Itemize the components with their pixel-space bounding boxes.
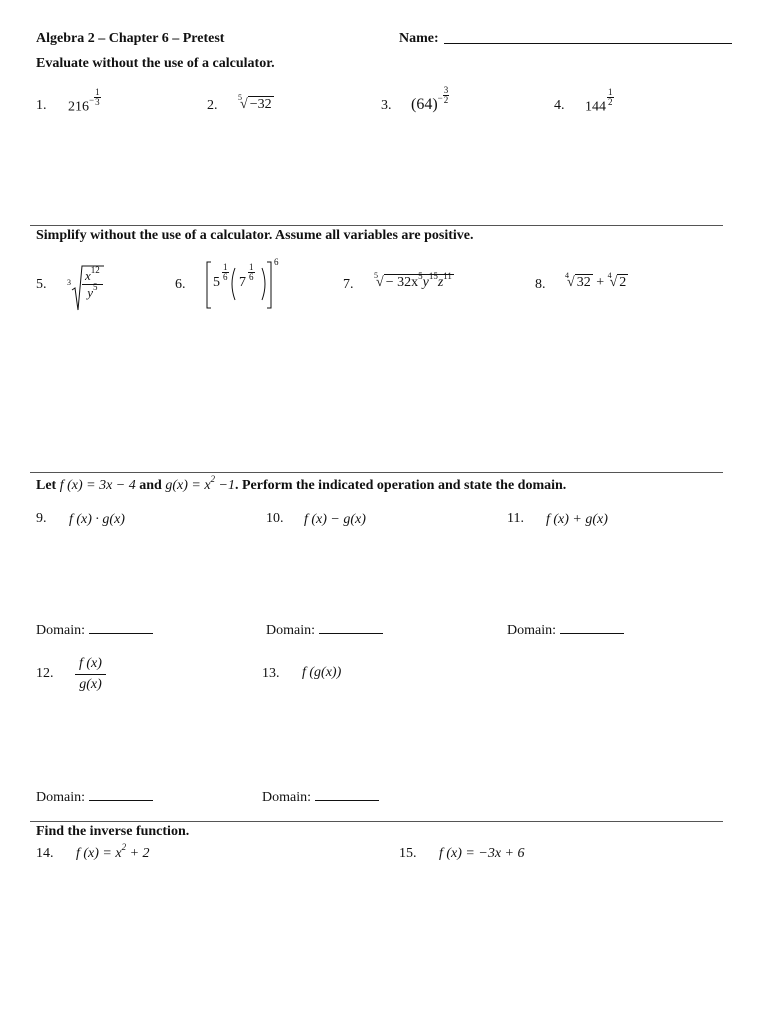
name-label: Name: <box>399 31 439 46</box>
problem-13-expr: f (g(x)) <box>302 665 342 680</box>
section1-instruction: Evaluate without the use of a calculator. <box>36 56 275 71</box>
problem-3-number: 3. <box>381 98 392 113</box>
problem-8-number: 8. <box>535 277 546 292</box>
problem-9-number: 9. <box>36 511 47 526</box>
problem-3-base: (64) <box>411 96 438 114</box>
problem-6-base-5: 5 <box>213 275 220 290</box>
problem-2-number: 2. <box>207 98 218 113</box>
problem-7-expr: $^5√ - 32x^5y^{15}z^{11}$ <box>374 271 452 290</box>
problem-8-expr: $^4$√ 32 + $^4$√ 2 <box>565 271 627 290</box>
problem-1-exponent: $\frac{1}{3}$ <box>95 87 100 107</box>
problem-9-expr: f (x) · g(x) <box>69 512 125 527</box>
problem-14-expr: f $(x) = x^2 + 2$ <box>76 842 150 861</box>
problem-4-exponent: $\frac{1}{2}$ <box>608 87 613 107</box>
problem-4-base: 144 <box>585 99 606 115</box>
problem-5-fraction: $x^{12}$ $y^5$ <box>82 268 103 301</box>
problem-6-number: 6. <box>175 277 186 292</box>
problem-14-number: 14. <box>36 846 54 861</box>
g-definition: $g(x) = x^2 -1$ <box>165 474 235 493</box>
domain-13-blank[interactable] <box>315 788 379 801</box>
problem-2-expr: $^5$√ −32 <box>238 93 272 112</box>
problem-6-outer-exp: 6 <box>274 257 279 267</box>
problem-7-radicand: − $32x^5y^{15}z^{11}$ <box>385 271 452 290</box>
problem-7-index: 5 <box>374 271 378 280</box>
problem-7-number: 7. <box>343 277 354 292</box>
problem-4-number: 4. <box>554 98 565 113</box>
problem-3-exp-sign: − <box>437 93 443 104</box>
domain-9-blank[interactable] <box>89 621 153 634</box>
problem-10-expr: f (x) − g(x) <box>304 512 366 527</box>
domain-12-blank[interactable] <box>89 788 153 801</box>
problem-1-base: 216 <box>68 99 89 115</box>
problem-15-number: 15. <box>399 846 417 861</box>
page-title: Algebra 2 – Chapter 6 – Pretest <box>36 31 225 46</box>
problem-2-index: 5 <box>238 93 242 102</box>
f-definition: f (x) = 3x − 4 <box>59 478 136 493</box>
problem-10-number: 10. <box>266 511 284 526</box>
domain-12: Domain: <box>36 788 153 806</box>
problem-2-radicand: −32 <box>249 97 272 112</box>
problem-6-exp-1: $\frac{1}{6}$ <box>223 262 228 282</box>
name-blank-line[interactable] <box>444 43 732 44</box>
domain-11: Domain: <box>507 621 624 639</box>
problem-4-expr <box>585 87 614 117</box>
problem-8-radicand-2: 2 <box>619 275 627 290</box>
problem-6-expr <box>205 257 285 310</box>
divider-1 <box>30 225 723 226</box>
problem-1-exp-sign: − <box>89 94 95 105</box>
problem-12-number: 12. <box>36 666 54 681</box>
section4-instruction: Find the inverse function. <box>36 824 190 839</box>
section3-instruction: Let f (x) = 3x − 4 and $g(x) = x^2 -1$. Perform the indicated operation and state the domain. <box>36 474 567 493</box>
problem-3-exponent: $\frac{3}{2}$ <box>443 85 449 105</box>
domain-9: Domain: <box>36 621 153 639</box>
problem-5-index: 3 <box>67 278 71 287</box>
problem-5-number: 5. <box>36 277 47 292</box>
problem-11-number: 11. <box>507 511 524 526</box>
section2-instruction: Simplify without the use of a calculator. Assume all variables are positive. <box>36 228 474 243</box>
divider-2 <box>30 472 723 473</box>
problem-15-expr: f (x) = −3x + 6 <box>439 846 525 861</box>
domain-11-blank[interactable] <box>560 621 624 634</box>
divider-3 <box>30 821 723 822</box>
problem-1-number: 1. <box>36 98 47 113</box>
domain-13: Domain: <box>262 788 379 806</box>
problem-13-number: 13. <box>262 666 280 681</box>
problem-12-fraction: $\frac{f (x)}{g(x)}$ <box>75 656 106 693</box>
problem-6-exp-2: $\frac{1}{6}$ <box>249 262 254 282</box>
problem-11-expr: f (x) + g(x) <box>546 512 608 527</box>
problem-3-expr <box>411 85 449 115</box>
problem-8-radicand-1: 32 <box>576 275 591 290</box>
problem-8-plus: + <box>596 275 605 290</box>
problem-6-base-7: 7 <box>239 275 246 290</box>
domain-10-blank[interactable] <box>319 621 383 634</box>
domain-10: Domain: <box>266 621 383 639</box>
problem-1-expr <box>68 87 101 117</box>
